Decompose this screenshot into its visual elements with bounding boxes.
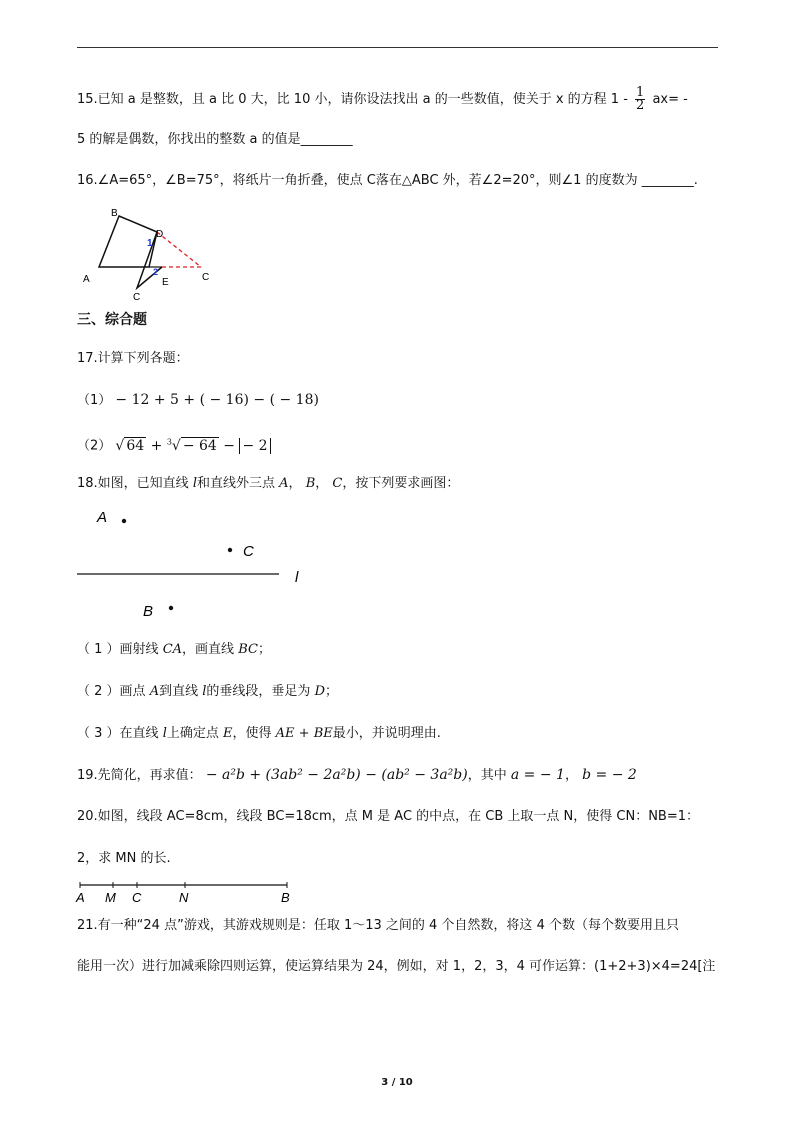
frac-denominator: 2 — [636, 98, 645, 113]
q16-label-e: E — [162, 277, 169, 288]
q18-point-b: B — [305, 476, 316, 491]
cube-root-index: 3 — [166, 437, 172, 446]
page-number: 3 / 10 — [381, 1077, 413, 1088]
q15-fraction — [635, 87, 645, 112]
q20-label-a: A — [76, 890, 85, 905]
q19-sep: ， — [564, 768, 578, 783]
q18-p3-end: 最小，并说明理由. — [332, 726, 441, 741]
q16-label-c-outer: C — [202, 272, 210, 283]
q18-part1 — [77, 641, 271, 659]
q18-mid: 和直线外三点 — [197, 476, 276, 491]
sqrt-radicand: 64 — [126, 437, 145, 454]
q19-mid: ，其中 — [467, 768, 507, 783]
q17-part2 — [77, 433, 271, 456]
q18-fig-label-l: l — [295, 569, 299, 586]
q15-line2: 5 的解是偶数，你找出的整数 a 的值是________ — [77, 132, 353, 147]
q21-line2: 能用一次）进行加减乘除四则运算，使运算结果为 24，例如，对 1，2，3，4 可作运算：(1+2+3)×4=24[注 — [77, 959, 716, 974]
q18-p2-d: D — [314, 684, 325, 699]
plus-sign: + — [150, 437, 163, 454]
q20-label-n: N — [179, 890, 189, 905]
q18-p2-end: ； — [325, 684, 339, 699]
q17-p1-label: （1） — [77, 393, 112, 408]
absolute-value: − 2 — [239, 438, 270, 454]
q16-label-c-fold: C — [133, 292, 141, 302]
q18-p3-expr: AE + BE — [275, 726, 333, 741]
q16-label-1: 1 — [147, 238, 153, 249]
q20-segment-figure — [70, 878, 300, 906]
q18-p2-l: l — [202, 684, 207, 699]
q18-point-c: C — [332, 476, 343, 491]
q18-p1-ca: CA — [162, 642, 183, 657]
q18-text — [77, 475, 459, 493]
q18-p1-end: ； — [257, 642, 271, 657]
q18-p1-pre: （ 1 ）画射线 — [77, 642, 159, 657]
q20-label-b: B — [281, 890, 290, 905]
q18-sep2: ， — [315, 476, 329, 491]
q18-fig-label-c: C — [243, 543, 254, 560]
q16-label-2: 2 — [153, 267, 159, 277]
q17-p2-label: （2） — [77, 438, 112, 454]
q17-p2-expression: √ 64 + $^3$√ − 64 − − 2 — [115, 438, 270, 454]
q18-point-c-dot — [228, 548, 232, 552]
q19-text — [77, 766, 637, 785]
q18-point-a-dot — [122, 519, 126, 523]
q18-fig-label-a: A — [97, 509, 108, 526]
q16-label-a: A — [83, 274, 90, 285]
q17-part1 — [77, 391, 319, 410]
cbrt-radicand: − 64 — [182, 437, 217, 454]
q20-label-c: C — [132, 890, 142, 905]
q18-point-a: A — [279, 476, 289, 491]
q16-label-b: B — [111, 208, 118, 219]
q18-p3-e: E — [223, 726, 233, 741]
q18-p2-pre: （ 2 ）画点 — [77, 684, 146, 699]
q18-p1-bc: BC — [238, 642, 258, 657]
q18-p3-mid2: ，使得 — [232, 726, 272, 741]
q16-dashed-dc — [157, 232, 201, 267]
q18-p1-mid: ，画直线 — [182, 642, 235, 657]
section-title: 三、综合题 — [77, 312, 147, 328]
q21-line1: 21.有一种“24 点”游戏，其游戏规则是：任取 1～13 之间的 4 个自然数，将这 4 个数（每个数要用且只 — [77, 918, 679, 933]
q18-part2 — [77, 683, 338, 701]
q18-p2-mid2: 的垂线段，垂足为 — [206, 684, 311, 699]
q18-l: l — [192, 476, 197, 491]
q20-line1: 20.如图，线段 AC=8cm，线段 BC=18cm，点 M 是 AC 的中点，在 CB 上取一点 N，使得 CN：NB=1： — [77, 809, 700, 824]
q18-part3 — [77, 725, 441, 743]
q16-text: 16.∠A=65°，∠B=75°，将纸片一角折叠，使点 C落在△ABC 外，若∠2=20°，则∠1 的度数为 ________. — [77, 173, 698, 188]
q19-pre: 19.先简化，再求值： — [77, 768, 202, 783]
q18-pre: 18.如图，已知直线 — [77, 476, 189, 491]
q18-point-b-dot — [169, 606, 173, 610]
q18-post: ，按下列要求画图： — [342, 476, 460, 491]
q18-p3-l: l — [162, 726, 167, 741]
q15-line1 — [77, 87, 688, 112]
q18-p2-a: A — [149, 684, 160, 699]
q19-b-value: b = − 2 — [582, 767, 637, 783]
q17-title: 17.计算下列各题： — [77, 351, 189, 366]
q20-line2: 2，求 MN 的长. — [77, 851, 171, 866]
q16-triangle-figure — [77, 200, 227, 302]
q18-fig-label-b: B — [143, 603, 154, 620]
minus-sign: − — [223, 437, 236, 454]
q18-sep1: ， — [288, 476, 302, 491]
q15-text-b: ax= - — [652, 92, 688, 107]
header-rule — [77, 47, 718, 48]
q18-p2-mid: 到直线 — [159, 684, 199, 699]
frac-numerator: 1 — [636, 85, 645, 100]
q19-expression: − a²b + (3ab² − 2a²b) − (ab² − 3a²b) — [205, 767, 468, 783]
q16-label-d: D — [156, 229, 164, 240]
q15-text-a: 15.已知 a 是整数，且 a 比 0 大，比 10 小，请你设法找出 a 的一些数值，使关于 x 的方程 1 - — [77, 92, 628, 107]
q18-p3-pre: （ 3 ）在直线 — [77, 726, 159, 741]
q19-a-value: a = − 1 — [510, 767, 565, 783]
q18-figure — [77, 500, 317, 625]
q18-p3-mid: 上确定点 — [166, 726, 219, 741]
q17-p1-expression: − 12 + 5 + ( − 16) − ( − 18) — [115, 392, 319, 408]
q20-label-m: M — [105, 890, 116, 905]
